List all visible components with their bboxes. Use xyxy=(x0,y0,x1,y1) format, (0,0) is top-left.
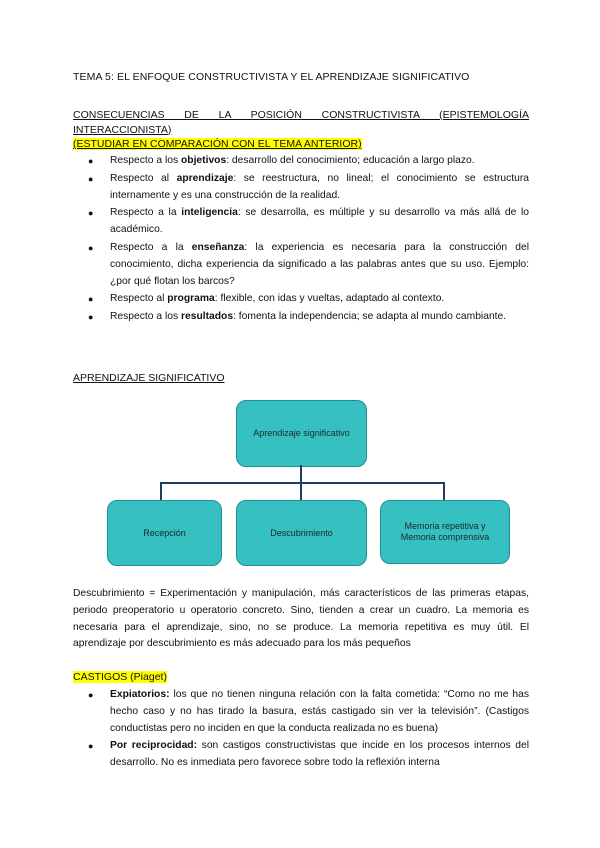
item-text: : fomenta la independencia; se adapta al mundo cambiante. xyxy=(233,311,507,323)
page-title: TEMA 5: EL ENFOQUE CONSTRUCTIVISTA Y EL APRENDIZAJE SIGNIFICATIVO xyxy=(73,71,470,83)
item-text: los que no tienen ninguna relación con la falta cometida: “Como no me has hecho caso y no has tirado la basura, estás castigado sin ver la televisión”. (Castigos conductistas pero no inciden en que la conducta realizada no es buena) xyxy=(110,689,529,734)
bullet-icon: ● xyxy=(88,173,94,184)
item-bold-term: programa xyxy=(167,293,215,305)
castigos-list xyxy=(73,687,529,773)
item-text: son castigos constructivistas que incide en los procesos internos del desarrollo. No es inmediata pero favorece sobre todo la reflexión interna xyxy=(110,740,529,769)
connector-line xyxy=(160,482,445,484)
bullet-icon: ● xyxy=(88,741,94,752)
list-item xyxy=(73,309,529,326)
connector-line xyxy=(300,482,302,500)
item-bold-term: resultados xyxy=(180,311,234,323)
list-item xyxy=(73,687,529,737)
bullet-icon: ● xyxy=(88,242,94,253)
list-item xyxy=(73,738,529,772)
diagram-child-node: Descubrimiento xyxy=(236,500,367,566)
connector-line xyxy=(300,465,302,482)
list-item xyxy=(73,205,529,239)
list-item xyxy=(73,153,529,170)
bullet-icon: ● xyxy=(88,156,94,166)
section-subheading xyxy=(73,108,529,152)
item-prefix: Respecto al xyxy=(110,172,177,184)
section-title-aprendizaje: APRENDIZAJE SIGNIFICATIVO xyxy=(73,372,225,384)
bullet-icon: ● xyxy=(88,208,94,219)
item-text: : flexible, con idas y vueltas, adaptado al contexto. xyxy=(214,293,445,305)
castigos-title-highlighted: CASTIGOS (Piaget) xyxy=(73,671,167,683)
descubrimiento-paragraph: Descubrimiento = Experimentación y manipulación, más característicos de las primeras etapas, periodo preoperatorio u operatorio concreto. Sino, tienden a crear un cuadro. La memoria es necesaria para el aprendizaje, sino, no se produce. La memoria repetitiva es muy útil. El aprendizaje por descubrimiento es más adecuado para los más pequeños xyxy=(73,588,529,650)
item-bold-term: inteligencia xyxy=(181,207,238,219)
item-prefix: Respecto a los xyxy=(110,155,181,166)
item-prefix: Respecto a los xyxy=(110,311,181,323)
item-text: : la experiencia es necesaria para la construcción del conocimiento, dicha experiencia da significado a las palabras antes que su uso. Ejemplo: ¿por qué flotan los barcos? xyxy=(110,241,529,287)
subheading-line-2-highlighted: (ESTUDIAR EN COMPARACIÓN CON EL TEMA ANTERIOR) xyxy=(73,138,362,150)
list-item xyxy=(73,171,529,205)
bullet-icon: ● xyxy=(88,690,94,700)
diagram-child-node: Memoria repetitiva y Memoria comprensiva xyxy=(380,500,510,564)
item-prefix: Respecto a la xyxy=(110,241,192,253)
connector-line xyxy=(443,482,445,500)
item-bold-term: aprendizaje xyxy=(176,172,234,184)
item-text: : se reestructura, no lineal; el conocimiento se estructura internamente y es una construcción de la realidad. xyxy=(110,172,529,201)
item-bold-term: Por reciprocidad: xyxy=(110,740,198,752)
concept-diagram xyxy=(100,396,500,576)
subheading-line-1: CONSECUENCIAS DE LA POSICIÓN CONSTRUCTIVISTA (EPISTEMOLOGÍA INTERACCIONISTA) xyxy=(73,109,529,136)
item-bold-term: objetivos xyxy=(180,155,227,166)
item-text: : se desarrolla, es múltiple y su desarrollo va más allá de lo académico. xyxy=(110,207,529,236)
item-bold-term: Expiatorios: xyxy=(110,689,170,700)
item-text: : desarrollo del conocimiento; educación a largo plazo. xyxy=(226,155,475,166)
item-prefix: Respecto al xyxy=(110,293,168,305)
bullet-icon: ● xyxy=(88,312,94,323)
connector-line xyxy=(160,482,162,500)
item-bold-term: enseñanza xyxy=(191,241,245,253)
item-prefix: Respecto a la xyxy=(110,207,182,219)
diagram-root-node: Aprendizaje significativo xyxy=(236,400,367,467)
consequences-list xyxy=(73,153,529,327)
bullet-icon: ● xyxy=(88,294,94,305)
diagram-child-node: Recepción xyxy=(107,500,222,566)
list-item xyxy=(73,240,529,290)
list-item xyxy=(73,291,529,308)
